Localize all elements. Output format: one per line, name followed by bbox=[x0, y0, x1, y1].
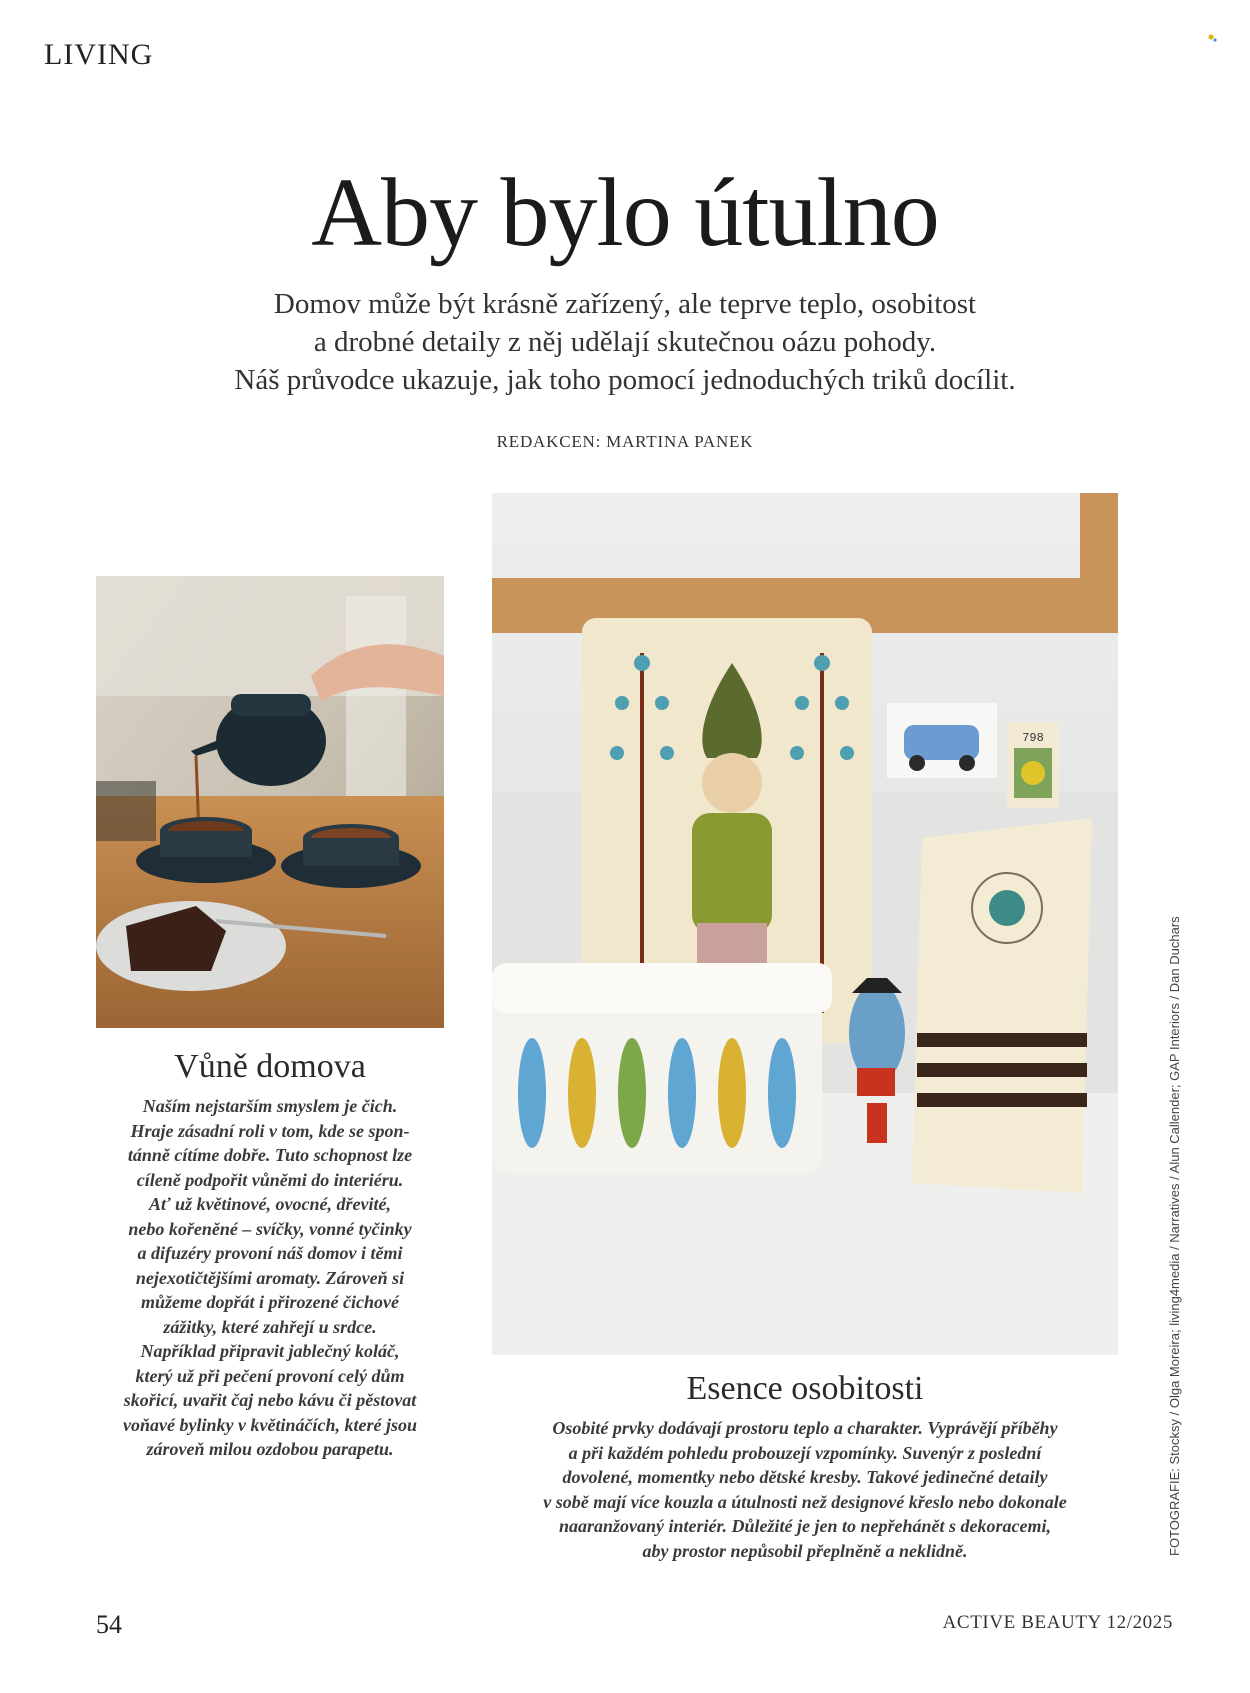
byline: REDAKCEN: MARTINA PANEK bbox=[496, 432, 754, 451]
tile-number-label: 798 bbox=[1022, 731, 1044, 745]
magazine-folio: ACTIVE BEAUTY 12/2025 bbox=[942, 1612, 1173, 1633]
body-line: Naším nejstarším smyslem je čich. bbox=[142, 1096, 398, 1116]
body-line: nebo kořeněné – svíčky, vonné tyčinky bbox=[128, 1218, 412, 1239]
article-lede bbox=[100, 285, 1150, 399]
body-line: který už při pečení provoní celý dům bbox=[135, 1365, 405, 1386]
body-line: nejexotičtějšími aromaty. Zároveň si bbox=[135, 1267, 405, 1288]
body-line: tánně cítíme dobře. Tuto schopnost lze bbox=[127, 1145, 413, 1165]
body-line: a při každém pohledu probouzejí vzpomínky. Suvenýr z poslední bbox=[568, 1442, 1042, 1463]
section-label: LIVING bbox=[44, 38, 154, 71]
body-line: zároveň milou ozdobou parapetu. bbox=[146, 1439, 394, 1459]
body-line: zážitky, které zahřejí u srdce. bbox=[163, 1316, 377, 1337]
body-line: Ať už květinové, ovocné, dřevité, bbox=[148, 1194, 391, 1214]
body-line: Osobité prvky dodávají prostoru teplo a charakter. Vyprávějí příběhy bbox=[552, 1418, 1058, 1438]
lede-line: Náš průvodce ukazuje, jak toho pomocí jednoduchých triků docílit. bbox=[234, 364, 1016, 396]
body-line: Například připravit jablečný koláč, bbox=[140, 1341, 400, 1361]
body-line: voňavé bylinky v květináčích, které jsou bbox=[123, 1414, 417, 1435]
section-body-smell bbox=[96, 1094, 444, 1462]
section-heading-character: Esence osobitosti bbox=[686, 1370, 924, 1407]
body-line: skořicí, uvařit čaj nebo kávu či pěstovat bbox=[123, 1390, 417, 1410]
body-line: a difuzéry provoní náš domov i těmi bbox=[137, 1243, 403, 1263]
article-title: Aby bylo útulno bbox=[311, 159, 939, 267]
body-line: dovolené, momentky nebo dětské kresby. Takové jedinečné detaily bbox=[562, 1467, 1048, 1487]
section-body-character bbox=[492, 1416, 1118, 1563]
photo-tea-pouring bbox=[96, 576, 444, 1028]
body-line: naaranžovaný interiér. Důležité je jen to nepřehánět s dekoracemi, bbox=[558, 1516, 1051, 1536]
corner-mark-icon bbox=[1208, 34, 1217, 43]
section-heading-smell: Vůně domova bbox=[174, 1048, 366, 1085]
photo-credit: FOTOGRAFIE: Stocksy / Olga Moreira; living4media / Narratives / Alun Callender; GAP Interiors / Dan Duchars bbox=[1167, 916, 1182, 1556]
body-line: aby prostor nepůsobil přeplněně a neklidně. bbox=[642, 1540, 968, 1561]
page-number: 54 bbox=[96, 1610, 122, 1639]
body-line: můžeme dopřát i přirozené čichové bbox=[141, 1292, 399, 1312]
photo-decor-shelf bbox=[492, 493, 1118, 1355]
body-line: v sobě mají více kouzla a útulnosti než designové křeslo nebo dokonale bbox=[543, 1491, 1067, 1512]
lede-line: a drobné detaily z něj udělají skutečnou oázu pohody. bbox=[313, 326, 937, 358]
body-line: cíleně podpořit vůněmi do interiéru. bbox=[136, 1169, 404, 1190]
body-line: Hraje zásadní roli v tom, kde se spon- bbox=[130, 1120, 410, 1141]
lede-line: Domov může být krásně zařízený, ale teprve teplo, osobitost bbox=[273, 288, 977, 320]
